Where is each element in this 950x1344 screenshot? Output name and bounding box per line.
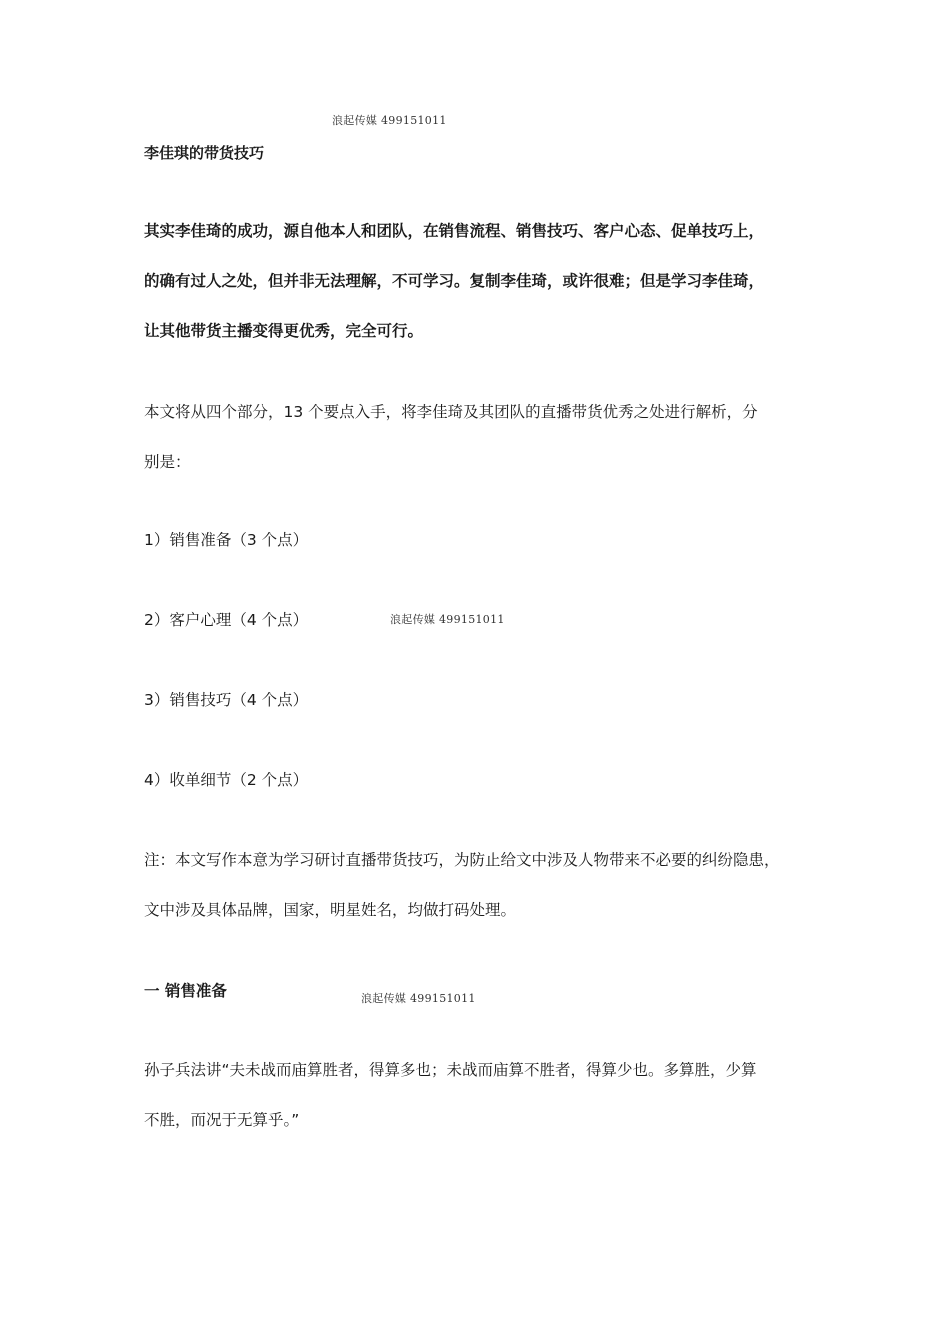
note-line-1: 注：本文写作本意为学习研讨直播带货技巧，为防止给文中涉及人物带来不必要的纠纷隐患，	[144, 851, 780, 869]
watermark-middle: 浪起传媒 499151011	[390, 613, 505, 626]
intro-line-2: 的确有过人之处，但并非无法理解，不可学习。复制李佳琦，或许很难；但是学习李佳琦，	[144, 272, 765, 290]
intro-line-3: 让其他带货主播变得更优秀，完全可行。	[144, 322, 424, 340]
part-item-1: 1）销售准备（3 个点）	[144, 531, 309, 549]
section-heading-sales-prep: 一 销售准备	[144, 982, 227, 1000]
part-item-2: 2）客户心理（4 个点）	[144, 611, 309, 629]
part-item-4: 4）收单细节（2 个点）	[144, 771, 309, 789]
note-line-2: 文中涉及具体品牌，国家，明星姓名，均做打码处理。	[144, 901, 517, 919]
watermark-top: 浪起传媒 499151011	[332, 114, 447, 127]
overview-line-1: 本文将从四个部分，13 个要点入手，将李佳琦及其团队的直播带货优秀之处进行解析，分	[144, 403, 758, 421]
quote-line-2: 不胜，而况于无算乎。”	[144, 1111, 300, 1129]
quote-line-1: 孙子兵法讲“夫未战而庙算胜者，得算多也；未战而庙算不胜者，得算少也。多算胜，少算	[144, 1061, 757, 1079]
document-title: 李佳琪的带货技巧	[144, 144, 265, 162]
part-item-3: 3）销售技巧（4 个点）	[144, 691, 309, 709]
watermark-bottom: 浪起传媒 499151011	[361, 992, 476, 1005]
overview-line-2: 别是：	[144, 453, 191, 471]
intro-line-1: 其实李佳琦的成功，源自他本人和团队，在销售流程、销售技巧、客户心态、促单技巧上，	[144, 222, 765, 240]
